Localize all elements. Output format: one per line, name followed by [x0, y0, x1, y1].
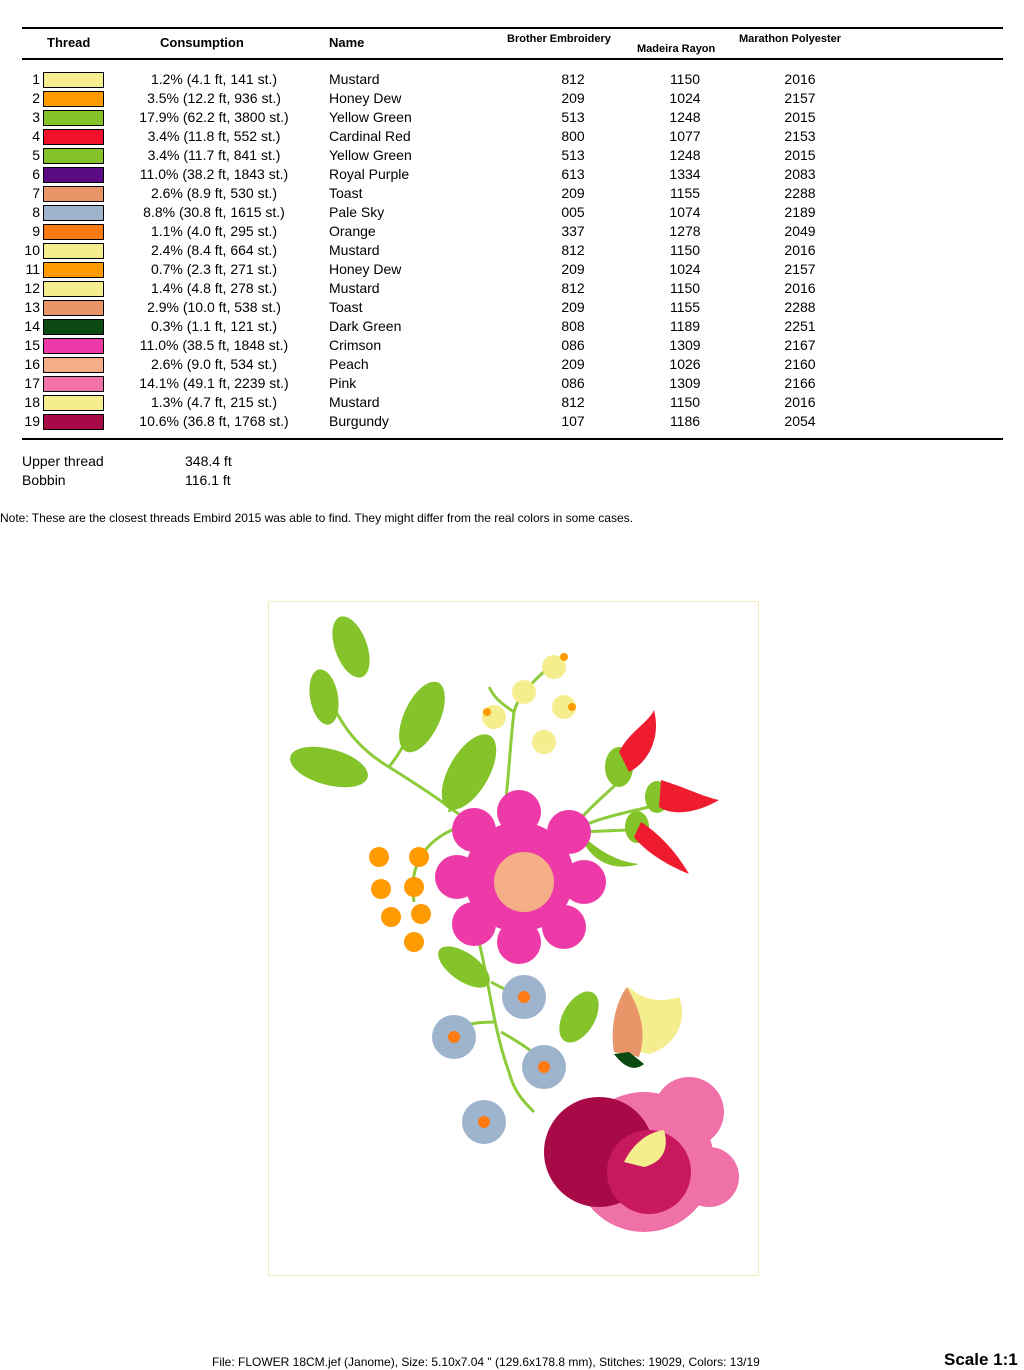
- madeira-code: 1309: [669, 375, 701, 391]
- thread-number: 19: [24, 413, 40, 429]
- thread-consumption: 11.0% (38.5 ft, 1848 st.): [139, 337, 289, 353]
- thread-number: 10: [24, 242, 40, 258]
- thread-number: 16: [24, 356, 40, 372]
- marathon-code: 2160: [784, 356, 816, 372]
- thread-number: 4: [32, 128, 40, 144]
- thread-consumption: 1.2% (4.1 ft, 141 st.): [150, 71, 278, 87]
- thread-consumption: 17.9% (62.2 ft, 3800 st.): [139, 109, 289, 125]
- color-swatch: [43, 129, 104, 145]
- note-text: Note: These are the closest threads Embird 2015 was able to find. They might differ from the real colors in some cases.: [0, 511, 633, 525]
- thread-number: 15: [24, 337, 40, 353]
- bobbin-label: Bobbin: [22, 472, 66, 488]
- thread-name: Pale Sky: [329, 204, 385, 220]
- thread-number: 5: [32, 147, 40, 163]
- marathon-code: 2015: [784, 147, 816, 163]
- madeira-code: 1155: [669, 299, 701, 315]
- thread-name: Peach: [329, 356, 369, 372]
- table-row: [0, 393, 1024, 412]
- table-row: [0, 317, 1024, 336]
- thread-number: 11: [25, 261, 40, 277]
- thread-consumption: 1.1% (4.0 ft, 295 st.): [150, 223, 278, 239]
- thread-number: 18: [24, 394, 40, 410]
- thread-name: Honey Dew: [329, 261, 402, 277]
- marathon-code: 2016: [784, 394, 816, 410]
- thread-consumption: 2.9% (10.0 ft, 538 st.): [147, 299, 281, 315]
- table-row: [0, 412, 1024, 431]
- thread-number: 9: [32, 223, 40, 239]
- color-swatch: [43, 395, 104, 411]
- brother-code: 086: [561, 337, 585, 353]
- thread-number: 17: [24, 375, 40, 391]
- madeira-code: 1278: [669, 223, 701, 239]
- table-row: [0, 184, 1024, 203]
- brother-code: 513: [561, 147, 585, 163]
- thread-number: 12: [24, 280, 40, 296]
- madeira-code: 1077: [669, 128, 701, 144]
- table-row: [0, 89, 1024, 108]
- table-row: [0, 279, 1024, 298]
- madeira-code: 1150: [669, 71, 701, 87]
- madeira-code: 1024: [669, 261, 701, 277]
- brother-code: 209: [561, 185, 585, 201]
- brother-code: 808: [561, 318, 585, 334]
- marathon-code: 2049: [784, 223, 816, 239]
- marathon-code: 2288: [784, 185, 816, 201]
- brother-code: 209: [561, 261, 585, 277]
- madeira-code: 1186: [669, 413, 701, 429]
- thread-consumption: 2.6% (8.9 ft, 530 st.): [150, 185, 278, 201]
- color-swatch: [43, 357, 104, 373]
- thread-consumption: 1.4% (4.8 ft, 278 st.): [150, 280, 278, 296]
- thread-consumption: 10.6% (36.8 ft, 1768 st.): [139, 413, 289, 429]
- marathon-code: 2167: [784, 337, 816, 353]
- table-row: [0, 298, 1024, 317]
- thread-number: 7: [32, 185, 40, 201]
- table-row: [0, 222, 1024, 241]
- color-swatch: [43, 319, 104, 335]
- marathon-code: 2016: [784, 242, 816, 258]
- table-row: [0, 336, 1024, 355]
- marathon-code: 2153: [784, 128, 816, 144]
- thread-consumption: 8.8% (30.8 ft, 1615 st.): [143, 204, 285, 220]
- thread-number: 14: [24, 318, 40, 334]
- table-row: [0, 165, 1024, 184]
- marathon-code: 2157: [784, 261, 816, 277]
- brother-code: 337: [561, 223, 585, 239]
- header-name: Name: [329, 35, 365, 50]
- thread-name: Mustard: [329, 394, 380, 410]
- thread-consumption: 0.7% (2.3 ft, 271 st.): [150, 261, 278, 277]
- header-madeira: Madeira Rayon: [637, 43, 716, 55]
- thread-number: 6: [32, 166, 40, 182]
- color-swatch: [43, 243, 104, 259]
- thread-name: Crimson: [329, 337, 382, 353]
- color-swatch: [43, 91, 104, 107]
- scale-label: Scale 1:1: [944, 1350, 1018, 1369]
- embroidery-image: [269, 602, 758, 1275]
- table-row: [0, 241, 1024, 260]
- brother-code: 812: [561, 280, 585, 296]
- color-swatch: [43, 205, 104, 221]
- color-swatch: [43, 72, 104, 88]
- madeira-code: 1248: [669, 109, 701, 125]
- thread-name: Royal Purple: [329, 166, 410, 182]
- thread-number: 13: [24, 299, 40, 315]
- header-brother: Brother Embroidery: [507, 33, 611, 45]
- thread-consumption: 0.3% (1.1 ft, 121 st.): [150, 318, 278, 334]
- thread-name: Honey Dew: [329, 90, 402, 106]
- color-swatch: [43, 148, 104, 164]
- bobbin-value: 116.1 ft: [185, 472, 231, 488]
- color-swatch: [43, 224, 104, 240]
- thread-consumption: 3.4% (11.8 ft, 552 st.): [147, 128, 281, 144]
- color-swatch: [43, 338, 104, 354]
- thread-name: Mustard: [329, 242, 380, 258]
- thread-name: Orange: [329, 223, 376, 239]
- thread-consumption: 3.5% (12.2 ft, 936 st.): [147, 90, 281, 106]
- brother-code: 812: [561, 242, 585, 258]
- madeira-code: 1150: [669, 394, 701, 410]
- table-row: [0, 355, 1024, 374]
- thread-consumption: 3.4% (11.7 ft, 841 st.): [147, 147, 281, 163]
- thread-consumption: 11.0% (38.2 ft, 1843 st.): [139, 166, 289, 182]
- brother-code: 005: [561, 204, 585, 220]
- brother-code: 800: [561, 128, 585, 144]
- table-row: [0, 374, 1024, 393]
- color-swatch: [43, 262, 104, 278]
- madeira-code: 1024: [669, 90, 701, 106]
- madeira-code: 1150: [669, 280, 701, 296]
- madeira-code: 1248: [669, 147, 701, 163]
- color-swatch: [43, 167, 104, 183]
- thread-name: Yellow Green: [329, 109, 412, 125]
- color-swatch: [43, 300, 104, 316]
- brother-code: 812: [561, 71, 585, 87]
- table-row: [0, 260, 1024, 279]
- marathon-code: 2288: [784, 299, 816, 315]
- header-marathon: Marathon Polyester: [739, 33, 842, 45]
- header-thread: Thread: [47, 35, 91, 50]
- thread-name: Yellow Green: [329, 147, 412, 163]
- thread-consumption: 2.6% (9.0 ft, 534 st.): [150, 356, 278, 372]
- brother-code: 513: [561, 109, 585, 125]
- color-swatch: [43, 110, 104, 126]
- marathon-code: 2189: [784, 204, 816, 220]
- upper-thread-label: Upper thread: [22, 453, 104, 469]
- madeira-code: 1189: [669, 318, 701, 334]
- file-info: File: FLOWER 18CM.jef (Janome), Size: 5.10x7.04 " (129.6x178.8 mm), Stitches: 19029, Colors: 13/19: [212, 1355, 760, 1369]
- marathon-code: 2015: [784, 109, 816, 125]
- thread-consumption: 14.1% (49.1 ft, 2239 st.): [139, 375, 289, 391]
- marathon-code: 2083: [784, 166, 816, 182]
- madeira-code: 1334: [669, 166, 701, 182]
- thread-name: Dark Green: [329, 318, 402, 334]
- thread-name: Pink: [329, 375, 357, 391]
- brother-code: 107: [561, 413, 585, 429]
- thread-number: 8: [32, 204, 40, 220]
- table-row: [0, 127, 1024, 146]
- thread-name: Toast: [329, 299, 363, 315]
- color-swatch: [43, 186, 104, 202]
- thread-consumption: 2.4% (8.4 ft, 664 st.): [150, 242, 278, 258]
- thread-number: 2: [32, 90, 40, 106]
- table-row: [0, 70, 1024, 89]
- madeira-code: 1309: [669, 337, 701, 353]
- table-row: [0, 108, 1024, 127]
- thread-name: Toast: [329, 185, 363, 201]
- marathon-code: 2016: [784, 280, 816, 296]
- madeira-code: 1150: [669, 242, 701, 258]
- color-swatch: [43, 281, 104, 297]
- thread-name: Burgundy: [329, 413, 389, 429]
- brother-code: 209: [561, 299, 585, 315]
- bottom-rule: [22, 438, 1003, 440]
- marathon-code: 2166: [784, 375, 816, 391]
- madeira-code: 1026: [669, 356, 701, 372]
- brother-code: 209: [561, 90, 585, 106]
- table-row: [0, 203, 1024, 222]
- marathon-code: 2054: [784, 413, 816, 429]
- thread-number: 1: [32, 71, 40, 87]
- design-preview: [268, 601, 759, 1276]
- thread-name: Mustard: [329, 280, 380, 296]
- thread-name: Cardinal Red: [329, 128, 411, 144]
- brother-code: 209: [561, 356, 585, 372]
- brother-code: 086: [561, 375, 585, 391]
- table-row: [0, 146, 1024, 165]
- brother-code: 812: [561, 394, 585, 410]
- marathon-code: 2016: [784, 71, 816, 87]
- color-swatch: [43, 376, 104, 392]
- marathon-code: 2251: [784, 318, 816, 334]
- madeira-code: 1155: [669, 185, 701, 201]
- header-consumption: Consumption: [160, 35, 244, 50]
- color-swatch: [43, 414, 104, 430]
- thread-consumption: 1.3% (4.7 ft, 215 st.): [150, 394, 278, 410]
- marathon-code: 2157: [784, 90, 816, 106]
- thread-name: Mustard: [329, 71, 380, 87]
- upper-thread-value: 348.4 ft: [185, 453, 232, 469]
- header-rule: [22, 58, 1003, 60]
- thread-number: 3: [32, 109, 40, 125]
- brother-code: 613: [561, 166, 585, 182]
- top-rule: [22, 27, 1003, 29]
- madeira-code: 1074: [669, 204, 701, 220]
